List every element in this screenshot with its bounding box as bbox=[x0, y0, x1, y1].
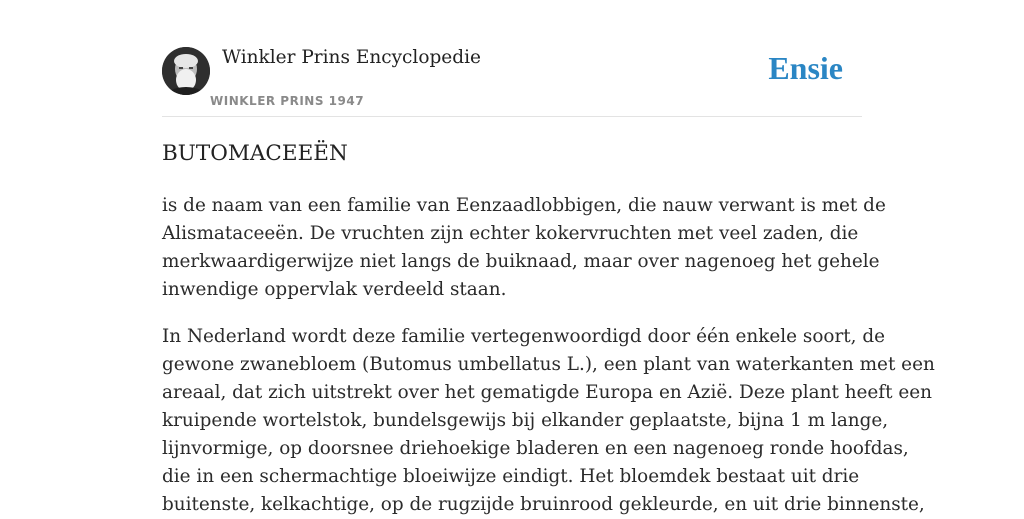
article-paragraph-1 bbox=[162, 192, 886, 304]
text-line: kruipende wortelstok, bundelsgewijs bij elkander geplaatste, bijna 1 m lange, bbox=[162, 410, 889, 431]
text-line: is de naam van een familie van Eenzaadlobbigen, die nauw verwant is met de bbox=[162, 195, 886, 216]
article-header bbox=[162, 0, 862, 117]
source-label[interactable]: WINKLER PRINS 1947 bbox=[210, 94, 365, 108]
text-line: areaal, dat zich uitstrekt over het gematigde Europa en Azië. Deze plant heeft een bbox=[162, 382, 932, 403]
page-content bbox=[162, 0, 935, 515]
text-line: merkwaardigerwijze niet langs de buiknaad, maar over nagenoeg het gehele bbox=[162, 251, 880, 272]
article-paragraph-2 bbox=[162, 323, 935, 519]
text-line: buitenste, kelkachtige, op de rugzijde bruinrood gekleurde, en uit drie binnenste, bbox=[162, 494, 925, 515]
article-title: BUTOMACEEËN bbox=[162, 141, 348, 166]
text-line: die in een schermachtige bloeiwijze eindigt. Het bloemdek bestaat uit drie bbox=[162, 466, 860, 487]
brand-logo[interactable]: Ensie bbox=[768, 50, 843, 86]
text-line: In Nederland wordt deze familie vertegenwoordigd door één enkele soort, de bbox=[162, 326, 886, 347]
site-title[interactable]: Winkler Prins Encyclopedie bbox=[222, 47, 481, 68]
portrait-avatar-icon bbox=[162, 47, 210, 95]
text-line: inwendige oppervlak verdeeld staan. bbox=[162, 279, 507, 300]
text-line: Alismataceeën. De vruchten zijn echter kokervruchten met veel zaden, die bbox=[162, 223, 859, 244]
author-avatar[interactable] bbox=[162, 47, 210, 95]
text-line: lijnvormige, op doorsnee driehoekige bladeren en een nagenoeg ronde hoofdas, bbox=[162, 438, 909, 459]
text-line: gewone zwanebloem (Butomus umbellatus L.), een plant van waterkanten met een bbox=[162, 354, 935, 375]
